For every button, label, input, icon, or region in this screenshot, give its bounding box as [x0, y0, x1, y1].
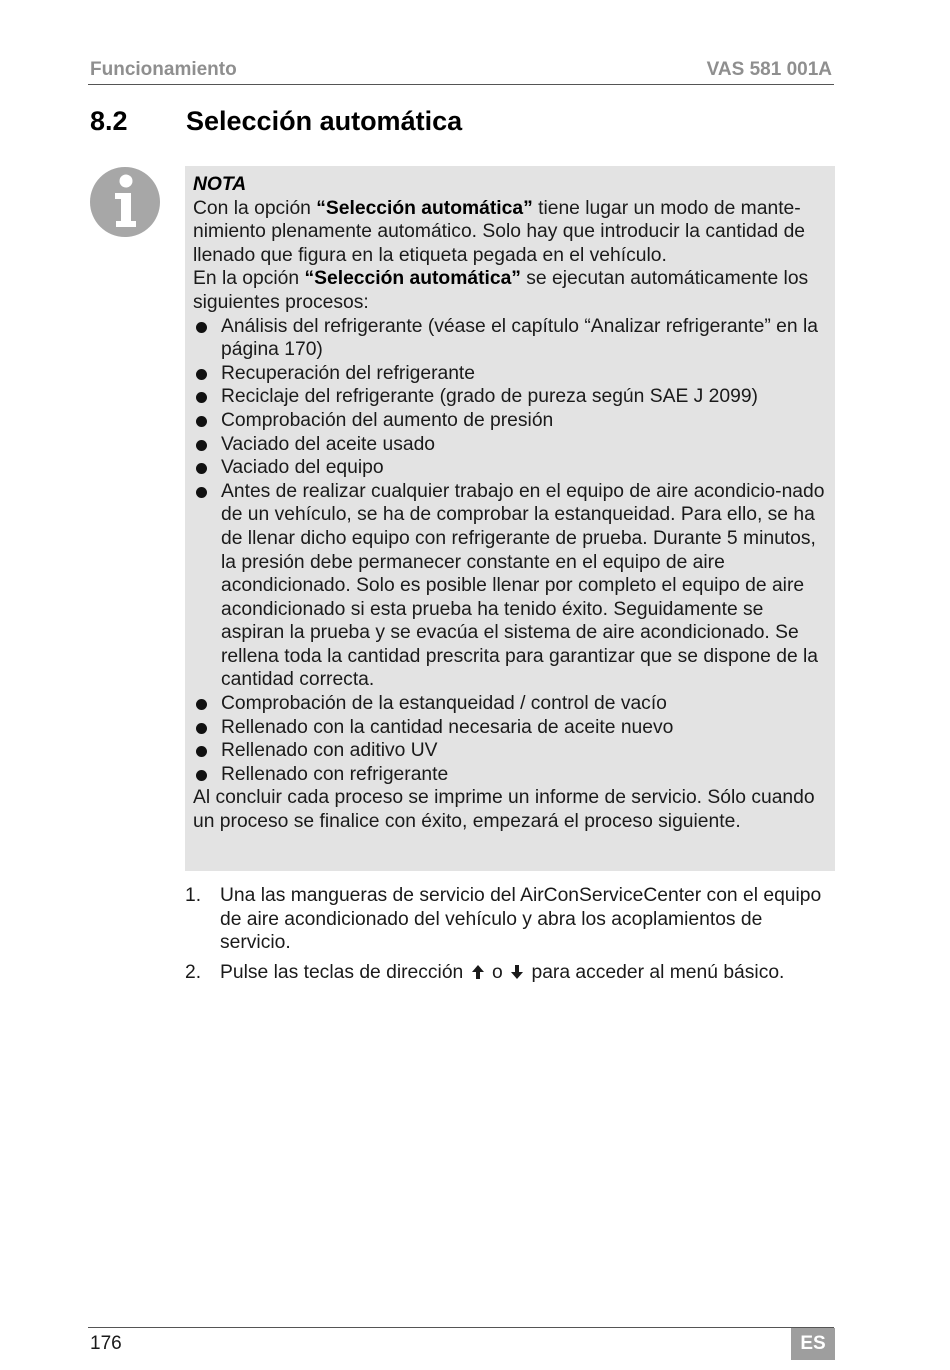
- step-text-middle: o: [492, 961, 503, 983]
- page-number: 176: [90, 1333, 122, 1354]
- header-rule: [88, 84, 834, 85]
- running-header-model: VAS 581 001A: [706, 59, 832, 80]
- bullet-icon: [196, 416, 207, 427]
- list-item: Recuperación del refrigerante: [193, 362, 827, 386]
- note-process-intro: En la opción “Selección automática” se ejecutan automáticamente los siguientes procesos:: [193, 268, 809, 313]
- step-text: Una las mangueras de servicio del AirConServiceCenter con el equipo de aire acondicionado del vehículo y abra los acoplamientos de servicio.: [220, 885, 822, 954]
- running-header-section: Funcionamiento: [90, 59, 237, 80]
- list-item: Antes de realizar cualquier trabajo en el equipo de aire acondicio-nado de un vehículo, se ha de comprobar la estanqueidad. Para ello, se ha de llenar dicho equipo con refrigerante de prueba. Durante 5 minutos, la presión debe permanecer constante en el equipo de aire acondicionado. Solo es posible llenar por completo el equipo de aire acondicionado si esta prueba ha tenido éxito. Seguidamente se aspiran la prueba y se evacúa el sistema de aire acondicionado. Se rellena toda la cantidad prescrita para garantizar que se dispone de la cantidad correcta.: [193, 480, 827, 692]
- list-item: Vaciado del equipo: [193, 456, 827, 480]
- bullet-icon: [196, 463, 207, 474]
- steps-list: [185, 884, 835, 990]
- arrow-up-icon: [471, 964, 485, 980]
- list-item: Análisis del refrigerante (véase el capítulo “Analizar refrigerante” en la página 170): [193, 315, 827, 362]
- list-item: Comprobación de la estanqueidad / control de vacío: [193, 692, 827, 716]
- step-item: [185, 884, 835, 955]
- bullet-icon: [196, 770, 207, 781]
- list-item: Rellenado con la cantidad necesaria de aceite nuevo: [193, 716, 827, 740]
- footer-rule: [88, 1327, 834, 1328]
- bullet-icon: [196, 322, 207, 333]
- bullet-icon: [196, 392, 207, 403]
- process-list: [193, 315, 827, 787]
- step-number: 1.: [185, 885, 202, 906]
- section-number: 8.2: [90, 106, 128, 136]
- step-text-after: para acceder al menú básico.: [531, 961, 785, 983]
- list-item: Rellenado con refrigerante: [193, 763, 827, 787]
- step-item: [185, 961, 835, 985]
- bullet-icon: [196, 369, 207, 380]
- list-item: Rellenado con aditivo UV: [193, 739, 827, 763]
- bullet-icon: [196, 487, 207, 498]
- bullet-icon: [196, 723, 207, 734]
- info-icon: [89, 166, 161, 238]
- note-box: [185, 166, 835, 871]
- bullet-icon: [196, 440, 207, 451]
- list-item: Vaciado del aceite usado: [193, 433, 827, 457]
- bullet-icon: [196, 746, 207, 757]
- list-item: Reciclaje del refrigerante (grado de pureza según SAE J 2099): [193, 385, 827, 409]
- step-text-before: Pulse las teclas de dirección: [220, 961, 464, 983]
- language-badge: ES: [791, 1328, 835, 1360]
- arrow-down-icon: [510, 964, 524, 980]
- list-item: Comprobación del aumento de presión: [193, 409, 827, 433]
- section-title: Selección automática: [186, 106, 463, 136]
- note-intro: Con la opción “Selección automática” tiene lugar un modo de mante-nimiento plenamente automático. Solo hay que introducir la cantidad de llenado que figura en la etiqueta pegada en el vehículo.: [193, 197, 806, 266]
- bullet-icon: [196, 699, 207, 710]
- note-label: NOTA: [193, 174, 247, 195]
- step-number: 2.: [185, 961, 202, 983]
- note-closing: Al concluir cada proceso se imprime un informe de servicio. Sólo cuando un proceso se finalice con éxito, empezará el proceso siguiente.: [193, 787, 815, 833]
